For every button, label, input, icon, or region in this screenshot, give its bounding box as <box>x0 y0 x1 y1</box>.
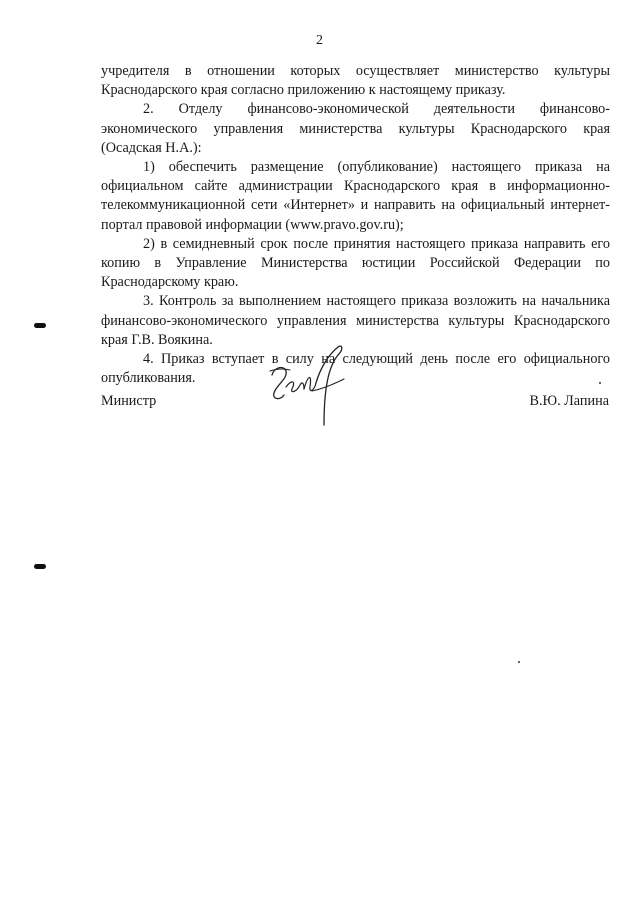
paragraph-item-4: 4. Приказ вступает в силу на следующий день после его официального опубликования. <box>101 351 610 387</box>
scan-margin-mark <box>34 323 46 328</box>
document-body <box>101 62 610 388</box>
paragraph-continuation: учредителя в отношении которых осуществляет министерство культуры Краснодарского края согласно приложению к настоящему приказу. <box>101 63 610 99</box>
signatory-title: Министр <box>101 393 157 409</box>
signature-block <box>101 393 609 413</box>
signatory-name: В.Ю. Лапина <box>529 393 609 409</box>
paragraph-item-3: 3. Контроль за выполнением настоящего приказа возложить на начальника финансово-экономического управления министерства культуры Краснодарского края Г.В. Воякина. <box>101 293 610 348</box>
paragraph-subitem-2: 2) в семидневный срок после принятия настоящего приказа направить его копию в Управление Министерства юстиции Российской Федерации по Краснодарскому краю. <box>101 235 610 291</box>
scan-margin-mark <box>34 564 46 569</box>
scan-speck <box>599 382 601 384</box>
page-number: 2 <box>316 33 323 48</box>
scan-speck <box>518 661 520 663</box>
paragraph-subitem-1: 1) обеспечить размещение (опубликование) настоящего приказа на официальном сайте администрации Краснодарского края в информационно-телекоммуникационной сети «Интернет» и направить на официальный интернет-портал правовой информации (www.pravo.gov.ru); <box>101 159 610 233</box>
handwritten-signature <box>262 335 352 430</box>
paragraph-item-2: 2. Отделу финансово-экономической деятельности финансово-экономического управления министерства культуры Краснодарского края (Осадская Н.А.): <box>101 101 610 156</box>
